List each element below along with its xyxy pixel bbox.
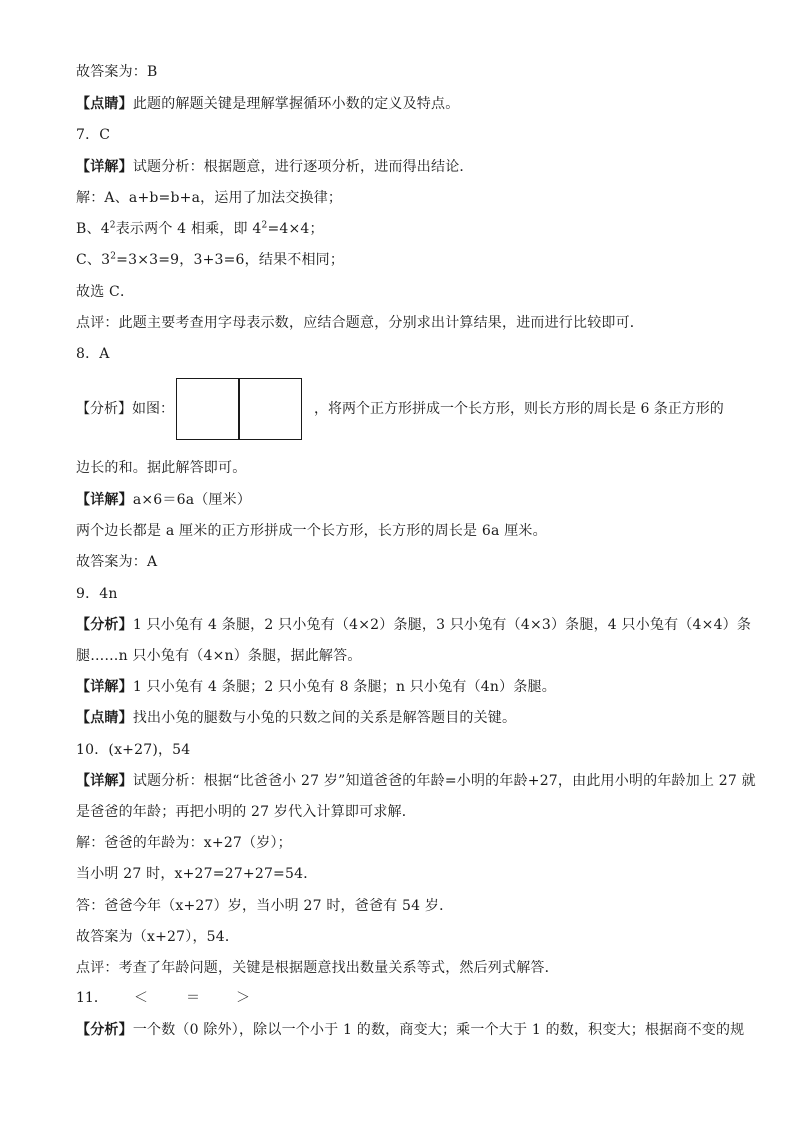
exponent: 2 bbox=[109, 220, 116, 231]
calculation-line bbox=[76, 864, 726, 884]
analysis-continuation-text: 边长的和。据此解答即可。 bbox=[76, 460, 247, 476]
reply-line bbox=[76, 896, 726, 916]
analysis-tag: 【分析】 bbox=[76, 617, 133, 633]
analysis-figure-line bbox=[76, 376, 726, 442]
choice-text: 故选 C． bbox=[76, 284, 135, 300]
analysis-tag: 【分析】 bbox=[76, 1022, 133, 1038]
exponent: 2 bbox=[261, 220, 268, 231]
question-9-heading bbox=[76, 584, 726, 604]
solution-b-part1: B、4 bbox=[76, 221, 110, 237]
detail-text: 试题分析：根据题意，进行逐项分析，进而得出结论． bbox=[132, 159, 474, 175]
answer-line bbox=[76, 62, 726, 82]
detail-text: 1 只小兔有 4 条腿；2 只小兔有 8 条腿；n 只小兔有（4n）条腿。 bbox=[132, 679, 556, 695]
detail-tag: 【详解】 bbox=[76, 159, 133, 175]
solution-line-c bbox=[76, 250, 726, 270]
analysis-text: 一个数（0 除外），除以一个小于 1 的数，商变大；乘一个大于 1 的数，积变大；根据商不变的规 bbox=[132, 1022, 745, 1038]
detail-line bbox=[76, 677, 726, 697]
choice-line bbox=[76, 282, 726, 302]
answer-line bbox=[76, 927, 726, 947]
detail-continuation-text: 是爸爸的年龄；再把小明的 27 岁代入计算即可求解． bbox=[76, 804, 416, 820]
review-text: 点评：考查了年龄问题，关键是根据题意找出数量关系等式，然后列式解答． bbox=[76, 960, 559, 976]
solution-line-a bbox=[76, 188, 726, 208]
greater-than-symbol: ＞ bbox=[236, 990, 250, 1006]
analysis-lead-text: 【分析】如图： bbox=[76, 401, 174, 417]
detail-tag: 【详解】 bbox=[76, 773, 133, 789]
question-8-answer: 8．A bbox=[76, 346, 110, 362]
calculation-text: 当小明 27 时，x+27=27+27=54． bbox=[76, 866, 318, 882]
question-7-answer: 7．C bbox=[76, 127, 111, 143]
question-9-answer: 9．4n bbox=[76, 586, 118, 602]
question-11-number: 11． bbox=[76, 990, 108, 1006]
question-10-heading bbox=[76, 740, 726, 760]
comment-tag: 【点睛】 bbox=[76, 96, 133, 112]
comment-line bbox=[76, 708, 726, 728]
comment-text: 此题的解题关键是理解掌握循环小数的定义及特点。 bbox=[132, 96, 460, 112]
detail-text: a×6＝6a（厘米） bbox=[132, 492, 252, 508]
answer-text: 故答案为（x+27），54． bbox=[76, 929, 240, 945]
review-text: 点评：此题主要考查用字母表示数，应结合题意，分别求出计算结果，进而进行比较即可． bbox=[76, 315, 644, 331]
two-squares-rectangle-figure bbox=[176, 378, 302, 440]
question-7-heading bbox=[76, 125, 726, 145]
comment-line bbox=[76, 94, 726, 114]
solution-a-text: 解：A、a+b=b+a，运用了加法交换律； bbox=[76, 190, 343, 206]
explanation-text: 两个边长都是 a 厘米的正方形拼成一个长方形，长方形的周长是 6a 厘米。 bbox=[76, 523, 547, 539]
detail-tag: 【详解】 bbox=[76, 679, 133, 695]
solution-c-part1: C、3 bbox=[76, 252, 111, 268]
less-than-symbol: ＜ bbox=[134, 990, 148, 1006]
solution-b-part3: =4×4； bbox=[267, 221, 324, 237]
detail-line bbox=[76, 771, 756, 791]
analysis-line bbox=[76, 1020, 745, 1040]
solution-c-part2: =3×3=9，3+3=6，结果不相同； bbox=[116, 252, 345, 268]
explanation-line bbox=[76, 521, 726, 541]
analysis-continuation bbox=[76, 458, 726, 478]
analysis-trail-text: ，将两个正方形拼成一个长方形，则长方形的周长是 6 条正方形的 bbox=[314, 401, 724, 417]
analysis-continuation bbox=[76, 646, 726, 666]
review-line bbox=[76, 958, 726, 978]
analysis-text: 1 只小兔有 4 条腿，2 只小兔有（4×2）条腿，3 只小兔有（4×3）条腿，4 只小兔有（4×4）条 bbox=[132, 617, 752, 633]
analysis-continuation-text: 腿……n 只小兔有（4×n）条腿，据此解答。 bbox=[76, 648, 362, 664]
question-11-heading bbox=[76, 988, 726, 1010]
review-line bbox=[76, 313, 726, 333]
detail-tag: 【详解】 bbox=[76, 492, 133, 508]
detail-text: 试题分析：根据“比爸爸小 27 岁”知道爸爸的年龄=小明的年龄+27，由此用小明的年龄加上 27 就 bbox=[132, 773, 756, 789]
exponent: 2 bbox=[110, 251, 117, 262]
answer-text: 故答案为：B bbox=[76, 64, 158, 80]
answer-line bbox=[76, 552, 726, 572]
solution-line bbox=[76, 833, 726, 853]
comment-text: 找出小兔的腿数与小兔的只数之间的关系是解答题目的关键。 bbox=[132, 710, 517, 726]
square-divider bbox=[238, 379, 240, 439]
question-10-answer: 10．(x+27)，54 bbox=[76, 742, 191, 758]
solution-b-part2: 表示两个 4 相乘，即 4 bbox=[115, 221, 262, 237]
comment-tag: 【点睛】 bbox=[76, 710, 133, 726]
detail-line bbox=[76, 490, 726, 510]
detail-continuation bbox=[76, 802, 726, 822]
question-8-heading bbox=[76, 344, 726, 364]
detail-line bbox=[76, 157, 726, 177]
answer-text: 故答案为：A bbox=[76, 554, 158, 570]
analysis-line bbox=[76, 615, 752, 635]
solution-line-b bbox=[76, 219, 726, 239]
equals-symbol: ＝ bbox=[186, 990, 200, 1006]
solution-text: 解：爸爸的年龄为：x+27（岁）； bbox=[76, 835, 292, 851]
reply-text: 答：爸爸今年（x+27）岁，当小明 27 时，爸爸有 54 岁． bbox=[76, 898, 454, 914]
